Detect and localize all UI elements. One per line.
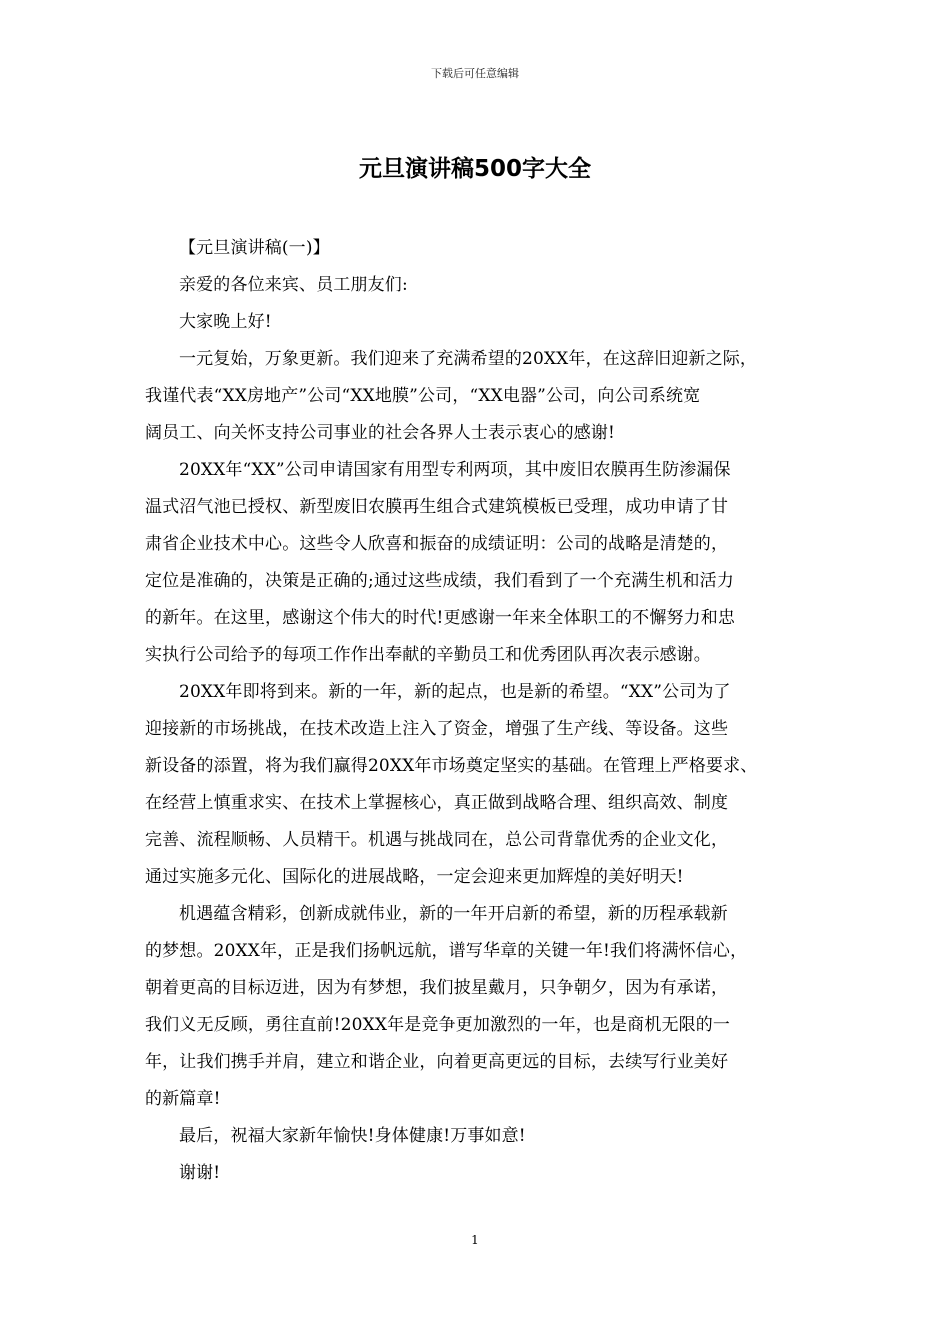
paragraph-line: 机遇蕴含精彩，创新成就伟业，新的一年开启新的希望，新的历程承载新 <box>179 904 728 924</box>
paragraph-line: 阔员工、向关怀支持公司事业的社会各界人士表示衷心的感谢! <box>145 423 616 443</box>
paragraph-line: 实执行公司给予的每项工作作出奉献的辛勤员工和优秀团队再次表示感谢。 <box>145 645 711 665</box>
closing-wishes: 最后，祝福大家新年愉快!身体健康!万事如意! <box>179 1126 526 1146</box>
paragraph-line: 温式沼气池已授权、新型废旧农膜再生组合式建筑模板已受理，成功申请了甘 <box>145 497 729 517</box>
page-number: 1 <box>471 1233 479 1247</box>
paragraph-line: 我谨代表“XX房地产”公司“XX地膜”公司，“XX电器”公司，向公司系统宽 <box>145 386 701 406</box>
paragraph-line: 肃省企业技术中心。这些令人欣喜和振奋的成绩证明：公司的战略是清楚的， <box>145 534 729 554</box>
paragraph-line: 通过实施多元化、国际化的进展战略，一定会迎来更加辉煌的美好明天! <box>145 867 684 887</box>
paragraph-line: 年，让我们携手并肩，建立和谐企业，向着更高更远的目标，去续写行业美好 <box>145 1052 729 1072</box>
paragraph-line: 的梦想。20XX年，正是我们扬帆远航，谱写华章的关键一年!我们将满怀信心， <box>145 941 748 961</box>
document-title: 元旦演讲稿500字大全 <box>358 156 591 182</box>
paragraph-line: 我们义无反顾，勇往直前!20XX年是竞争更加激烈的一年，也是商机无限的一 <box>145 1015 731 1035</box>
paragraph-line: 20XX年即将到来。新的一年，新的起点，也是新的希望。“XX”公司为了 <box>179 682 731 702</box>
paragraph-line: 20XX年“XX”公司申请国家有用型专利两项，其中废旧农膜再生防渗漏保 <box>179 460 731 480</box>
header-note: 下载后可任意编辑 <box>431 67 519 80</box>
greeting: 大家晚上好! <box>179 312 272 332</box>
paragraph-line: 在经营上慎重求实、在技术上掌握核心，真正做到战略合理、组织高效、制度 <box>145 793 729 813</box>
salutation: 亲爱的各位来宾、员工朋友们: <box>179 275 408 295</box>
document-body <box>145 230 807 1192</box>
paragraph-line: 一元复始，万象更新。我们迎来了充满希望的20XX年，在这辞旧迎新之际， <box>179 349 758 369</box>
paragraph-line: 定位是准确的，决策是正确的;通过这些成绩，我们看到了一个充满生机和活力 <box>145 571 734 591</box>
closing-thanks: 谢谢! <box>179 1163 221 1183</box>
paragraph-line: 朝着更高的目标迈进，因为有梦想，我们披星戴月，只争朝夕，因为有承诺， <box>145 978 729 998</box>
paragraph-line: 新设备的添置，将为我们赢得20XX年市场奠定坚实的基础。在管理上严格要求、 <box>145 756 758 776</box>
paragraph-line: 的新年。在这里，感谢这个伟大的时代!更感谢一年来全体职工的不懈努力和忠 <box>145 608 736 628</box>
paragraph-line: 迎接新的市场挑战，在技术改造上注入了资金，增强了生产线、等设备。这些 <box>145 719 729 739</box>
section-heading: 【元旦演讲稿(一)】 <box>179 238 330 258</box>
paragraph-line: 完善、流程顺畅、人员精干。机遇与挑战同在，总公司背靠优秀的企业文化， <box>145 830 729 850</box>
paragraph-line: 的新篇章! <box>145 1089 221 1109</box>
